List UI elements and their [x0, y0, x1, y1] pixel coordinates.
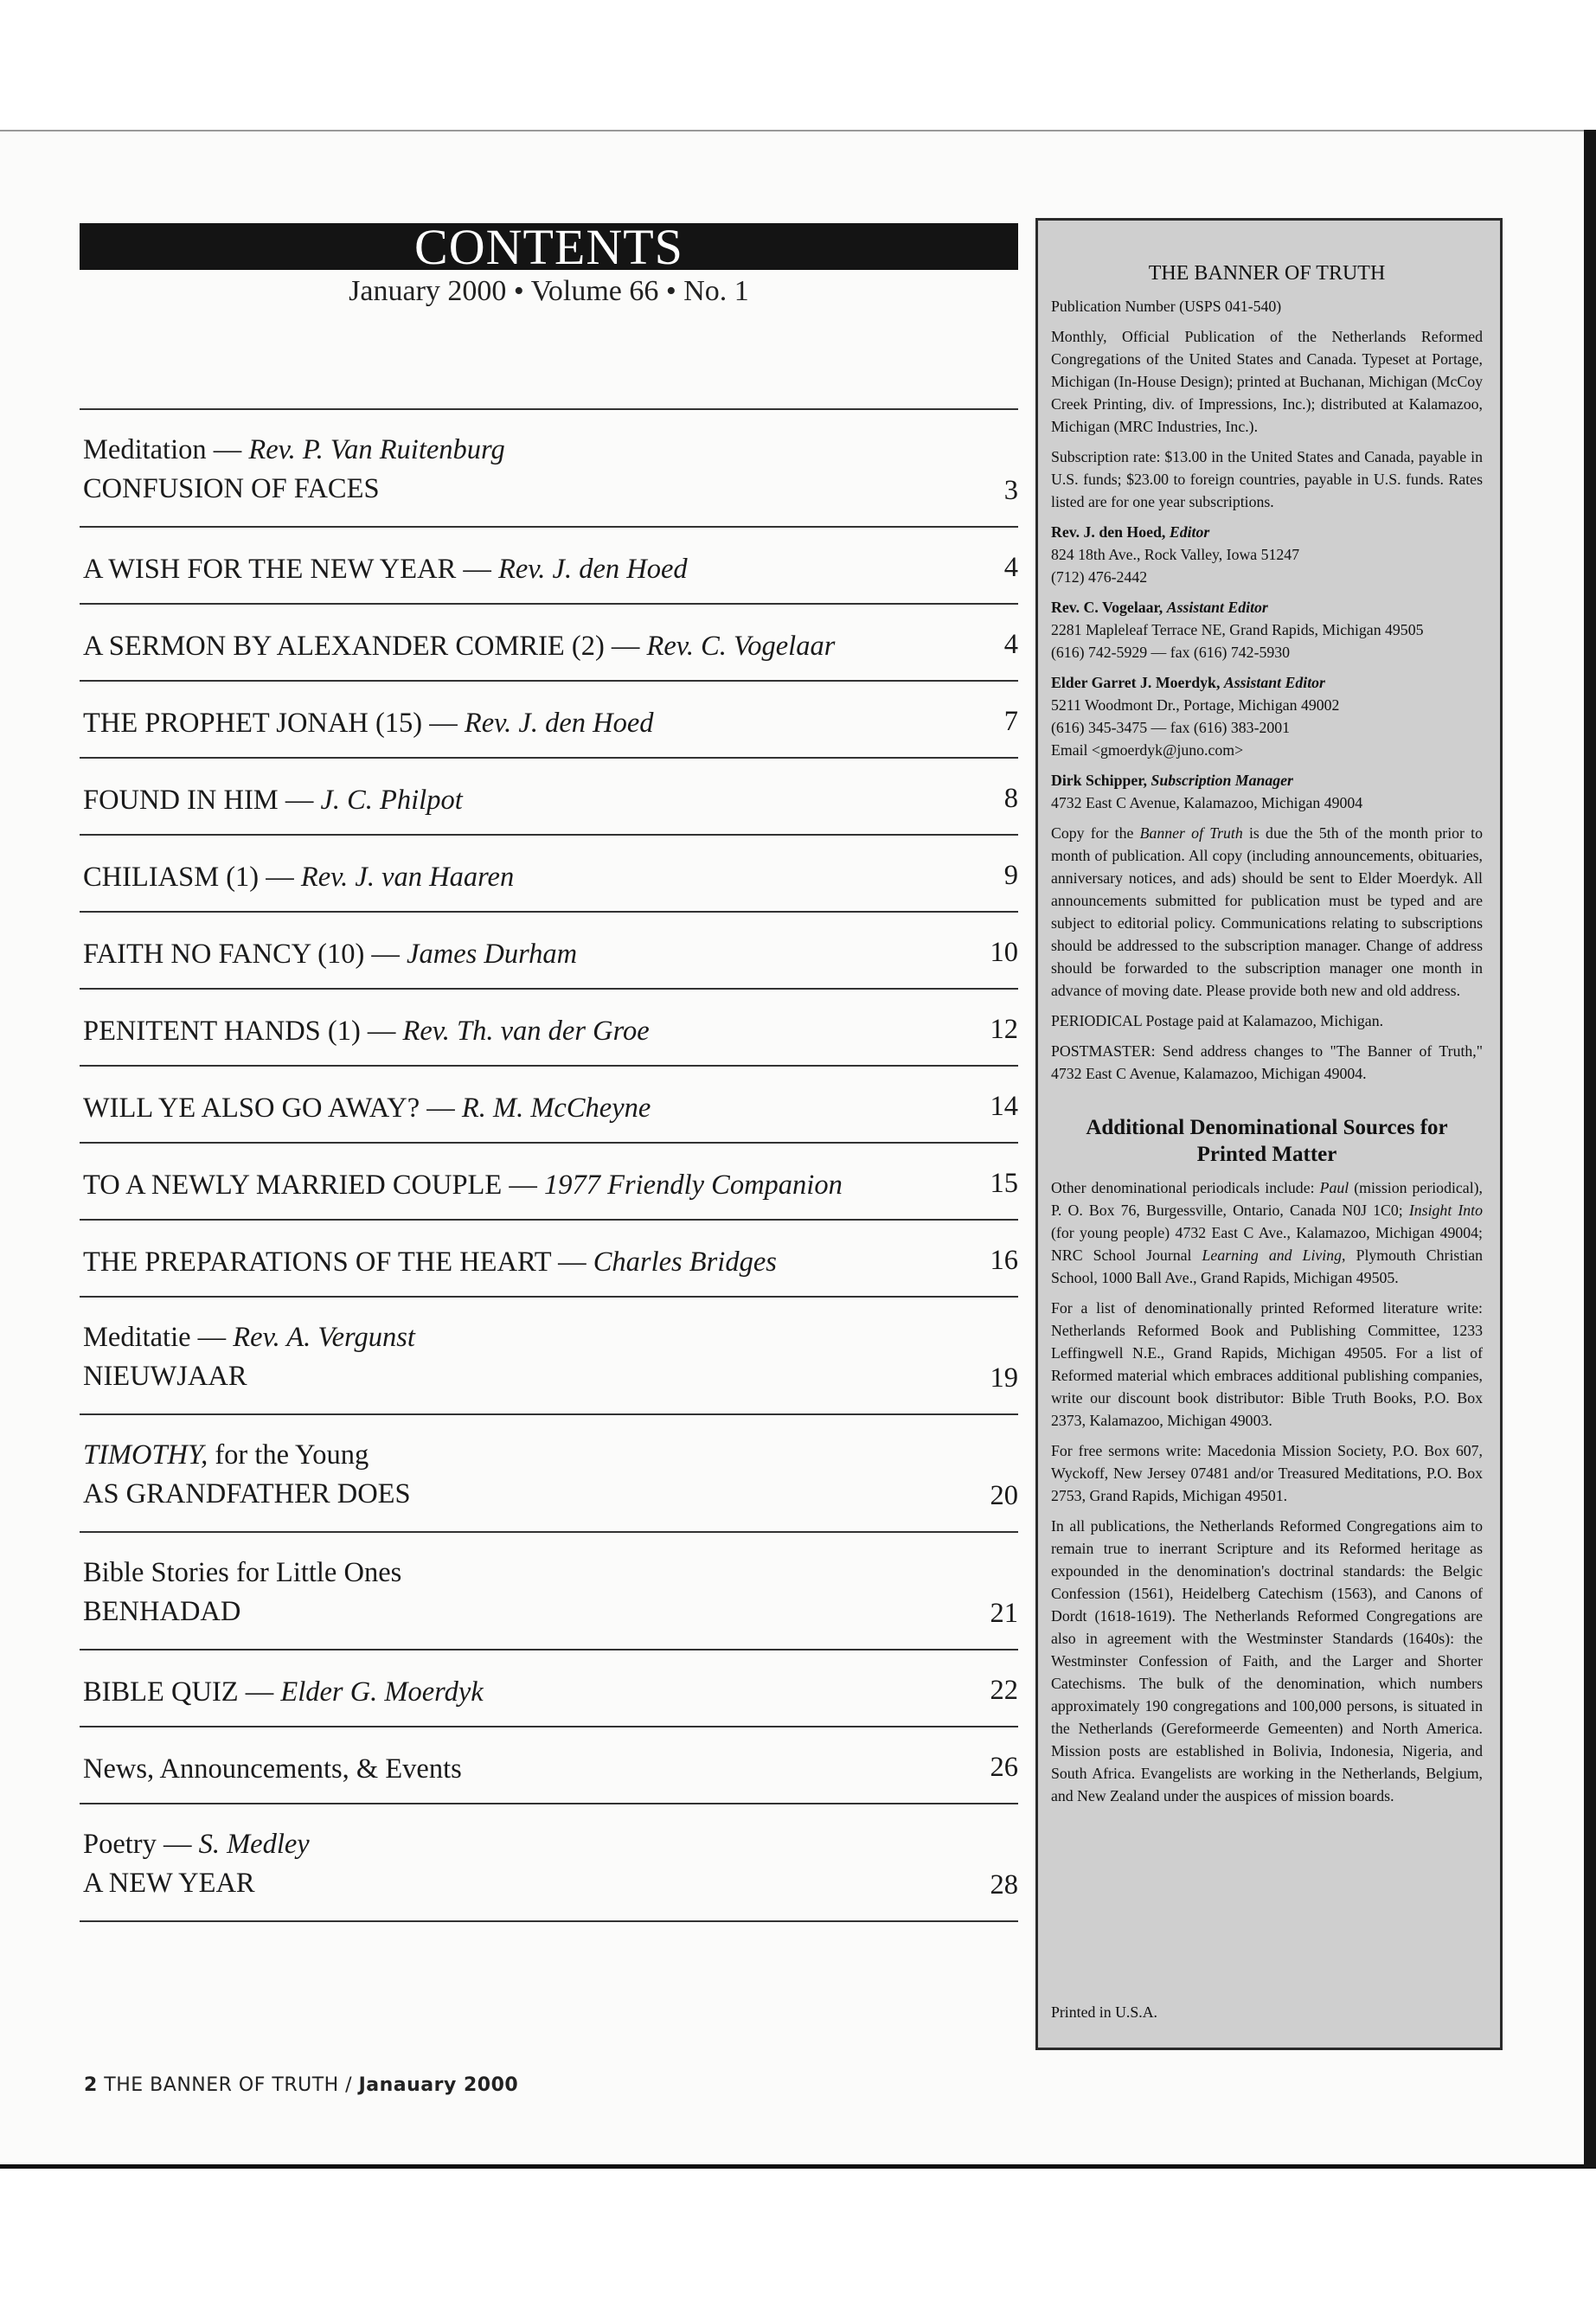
toc-author: Charles Bridges: [593, 1247, 777, 1278]
page-footer: [84, 2074, 518, 2096]
toc-section: for the Young: [208, 1439, 369, 1471]
issue-line: January 2000 • Volume 66 • No. 1: [349, 275, 749, 307]
masthead-sidebar: [1035, 218, 1503, 2050]
toc-page-number: 20: [990, 1480, 1018, 1511]
about-text: Monthly, Official Publication of the Netherlands Reformed Congregations of the United States and Canada. Typeset at Portage, Michigan (In-House Design); printed at Buchanan, Michigan (McCoy Creek Printing, div. of Impressions, Inc.); distributed at Kalamazoo, Michigan (MRC Industries, Inc.).: [1051, 328, 1483, 435]
toc-title: AS GRANDFATHER DOES: [83, 1478, 411, 1509]
literature-text: For a list of denominationally printed Reformed literature write: Netherlands Reformed Book and Publishing Committee, 1233 Leffingwell N.E., Grand Rapids, Michigan 49505. For a list of Reformed material which embraces additional publishing companies, write our discount book distributor: Bible Truth Books, P.O. Box 2373, Kalamazoo, Michigan 49003.: [1051, 1299, 1483, 1429]
staff-role: Editor: [1169, 523, 1210, 541]
staff-address: 824 18th Ave., Rock Valley, Iowa 51247: [1051, 546, 1300, 563]
staff-phone: (712) 476-2442: [1051, 568, 1148, 586]
publications-text: In all publications, the Netherlands Reformed Congregations aim to remain true to inerrant Scripture and its Reformed heritage as expounded in the denomination's doctrinal standards: the Belgic Confession (1561), Heidelberg Catechism (1563), and Canons of Dordt (1618-1619). The Netherlands Reformed Congregations are also in agreement with the Westminster Standards (1640s): the Westminster Confession of Faith, and the Larger and Shorter Catechisms. The bulk of the denomination, which numbers approximately 190 congregations and 100,000 persons, is situated in the Netherlands (Gereformeerde Gemeenten) and North America. Mission posts are established in Bolivia, Indonesia, Nigeria, and South Africa. Evangelists are working in the Netherlands, Belgium, and New Zealand under the auspices of mission boards.: [1051, 1517, 1483, 1804]
staff-role: Subscription Manager: [1151, 772, 1293, 789]
toc-author: Rev. J. van Haaren: [300, 862, 515, 893]
staff-entry: [1051, 769, 1483, 814]
staff-phone: (616) 345-3475 — fax (616) 383-2001: [1051, 719, 1291, 736]
sources-text: [1051, 1176, 1483, 1289]
toc-page-number: 15: [990, 1168, 1018, 1199]
toc-entry[interactable]: [80, 1219, 1018, 1296]
toc-title: CONFUSION OF FACES: [83, 473, 380, 504]
toc-title: CHILIASM (1) —: [83, 862, 301, 893]
toc-entry[interactable]: [80, 1065, 1018, 1142]
copy-title: Banner of Truth: [1139, 824, 1243, 842]
toc-title: WILL YE ALSO GO AWAY? —: [83, 1093, 462, 1124]
toc-page-number: 7: [1003, 706, 1018, 737]
toc-title: NIEUWJAAR: [83, 1361, 247, 1392]
sources-part: (for young people) 4732 East C Ave., Kalamazoo, Michigan 49004; NRC School Journal: [1051, 1224, 1483, 1264]
toc-entry[interactable]: [80, 911, 1018, 988]
toc-author: Rev. C. Vogelaar: [646, 631, 836, 662]
sources-part: Other denominational periodicals include:: [1051, 1179, 1320, 1196]
toc-title: News, Announcements, & Events: [83, 1753, 462, 1785]
toc-author: 1977 Friendly Companion: [544, 1170, 843, 1201]
sources-part: Plymouth Christian School, 1000 Ball Ave., Grand Rapids, Michigan 49505.: [1051, 1247, 1484, 1286]
toc-page-number: 26: [990, 1752, 1018, 1783]
toc-page-number: 3: [1003, 475, 1018, 506]
toc-title: BENHADAD: [83, 1596, 241, 1627]
toc-author: Rev. A. Vergunst: [233, 1322, 415, 1353]
footer-page-number: 2: [84, 2074, 98, 2096]
printed-in: Printed in U.S.A.: [1051, 2003, 1157, 2021]
toc-entry[interactable]: [80, 1531, 1018, 1649]
toc-entry[interactable]: [80, 1142, 1018, 1219]
sources-part: Paul: [1319, 1179, 1349, 1196]
sermons-text: For free sermons write: Macedonia Mission Society, P.O. Box 607, Wyckoff, New Jersey 07481 and/or Treasured Meditations, P.O. Box 2753, Grand Rapids, Michigan 49501.: [1051, 1442, 1483, 1504]
toc-title: BIBLE QUIZ —: [83, 1676, 281, 1708]
toc-entry[interactable]: [80, 1803, 1018, 1922]
scan-edge: [1584, 130, 1596, 2167]
toc-author: Rev. Th. van der Groe: [402, 1016, 650, 1047]
toc-author: S. Medley: [198, 1829, 310, 1860]
toc-page-number: 10: [990, 937, 1018, 968]
toc-section: Poetry —: [83, 1829, 199, 1860]
toc-title: THE PROPHET JONAH (15) —: [83, 708, 465, 739]
staff-name: Elder Garret J. Moerdyk,: [1051, 674, 1221, 691]
staff-phone: (616) 742-5929 — fax (616) 742-5930: [1051, 644, 1291, 661]
toc-entry[interactable]: [80, 526, 1018, 603]
staff-address: 2281 Mapleleaf Terrace NE, Grand Rapids, Michigan 49505: [1051, 621, 1424, 638]
staff-entry: [1051, 521, 1483, 588]
toc-page-number: 28: [990, 1869, 1018, 1900]
toc-section-italic: TIMOTHY,: [83, 1439, 208, 1471]
footer-date: Janauary 2000: [358, 2074, 519, 2096]
toc-entry[interactable]: [80, 680, 1018, 757]
staff-role: Assistant Editor: [1223, 674, 1325, 691]
masthead-heading: THE BANNER OF TRUTH: [1148, 262, 1386, 285]
toc-entry[interactable]: [80, 1649, 1018, 1726]
toc-entry[interactable]: [80, 834, 1018, 911]
toc-author: R. M. McCheyne: [461, 1093, 651, 1124]
toc-title: FOUND IN HIM —: [83, 785, 321, 816]
staff-name: Rev. J. den Hoed,: [1051, 523, 1166, 541]
toc-title: A NEW YEAR: [83, 1868, 255, 1899]
toc-entry[interactable]: [80, 1726, 1018, 1803]
toc-page-number: 19: [990, 1362, 1018, 1394]
toc-page-number: 4: [1003, 629, 1018, 660]
toc-title: THE PREPARATIONS OF THE HEART —: [83, 1247, 593, 1278]
toc-title: A SERMON BY ALEXANDER COMRIE (2) —: [83, 631, 647, 662]
sources-heading: Additional Denominational Sources for Printed Matter: [1086, 1116, 1448, 1166]
toc-entry[interactable]: [80, 1413, 1018, 1531]
toc-title: A WISH FOR THE NEW YEAR —: [83, 554, 498, 585]
table-of-contents: [80, 408, 1018, 1922]
sources-part: (mission periodical), P. O. Box 76, Burgessville, Ontario, Canada N0J 1C0;: [1051, 1179, 1483, 1219]
sources-part: Insight Into: [1408, 1202, 1484, 1219]
toc-entry[interactable]: [80, 408, 1018, 526]
staff-name: Dirk Schipper,: [1051, 772, 1147, 789]
toc-page-number: 12: [990, 1014, 1018, 1045]
copy-text: is due the 5th of the month prior to month of publication. All copy (including announcements, obituaries, anniversary notices, and ads) should be sent to Elder Moerdyk. All announcements submitted for publication must be typed and are subject to editorial policy. Communications relating to subscriptions should be addressed to the subscription manager. Change of address should be forwarded to the subscription manager one month in advance of moving date. Please provide both new and old address.: [1051, 824, 1484, 999]
toc-title: TO A NEWLY MARRIED COUPLE —: [83, 1170, 544, 1201]
toc-author: Rev. P. Van Ruitenburg: [248, 434, 505, 465]
toc-section: Meditation —: [83, 434, 249, 465]
toc-entry[interactable]: [80, 1296, 1018, 1413]
toc-author: Elder G. Moerdyk: [280, 1676, 484, 1708]
staff-address: 5211 Woodmont Dr., Portage, Michigan 49002: [1051, 696, 1340, 714]
subscription-text: Subscription rate: $13.00 in the United States and Canada, payable in U.S. funds; $23.00 to foreign countries, payable in U.S. funds. Rates listed are for one year subscriptions.: [1051, 448, 1483, 510]
postmaster-text: POSTMASTER: Send address changes to "The Banner of Truth," 4732 East C Avenue, Kalamazoo, Michigan 49004.: [1051, 1042, 1483, 1082]
copy-text: Copy for the: [1051, 824, 1140, 842]
contents-title: CONTENTS: [80, 223, 1018, 270]
publication-number: Publication Number (USPS 041-540): [1051, 298, 1282, 315]
toc-section: Meditatie —: [83, 1322, 234, 1353]
staff-address: 4732 East C Avenue, Kalamazoo, Michigan 49004: [1051, 794, 1363, 811]
sources-part: Learning and Living,: [1202, 1247, 1346, 1264]
staff-entry: [1051, 596, 1483, 663]
toc-entry[interactable]: [80, 988, 1018, 1065]
staff-role: Assistant Editor: [1166, 599, 1268, 616]
toc-page-number: 8: [1003, 783, 1018, 814]
staff-entry: [1051, 671, 1483, 761]
toc-page-number: 21: [990, 1598, 1018, 1629]
toc-author: J. C. Philpot: [320, 785, 463, 816]
copy-deadline-text: [1051, 822, 1483, 1002]
toc-page-number: 9: [1003, 860, 1018, 891]
toc-title: FAITH NO FANCY (10) —: [83, 939, 407, 970]
toc-page-number: 4: [1003, 552, 1018, 583]
toc-section: Bible Stories for Little Ones: [83, 1557, 402, 1588]
toc-page-number: 16: [990, 1245, 1018, 1276]
staff-name: Rev. C. Vogelaar,: [1051, 599, 1163, 616]
staff-email: Email <gmoerdyk@juno.com>: [1051, 741, 1244, 759]
toc-page-number: 22: [990, 1675, 1018, 1706]
toc-page-number: 14: [990, 1091, 1018, 1122]
toc-author: James Durham: [407, 939, 578, 970]
toc-author: Rev. J. den Hoed: [464, 708, 654, 739]
toc-entry[interactable]: [80, 757, 1018, 834]
toc-entry[interactable]: [80, 603, 1018, 680]
periodical-text: PERIODICAL Postage paid at Kalamazoo, Michigan.: [1051, 1012, 1384, 1029]
toc-title: PENITENT HANDS (1) —: [83, 1016, 403, 1047]
toc-author: Rev. J. den Hoed: [498, 554, 688, 585]
footer-publication: THE BANNER OF TRUTH /: [97, 2074, 359, 2096]
